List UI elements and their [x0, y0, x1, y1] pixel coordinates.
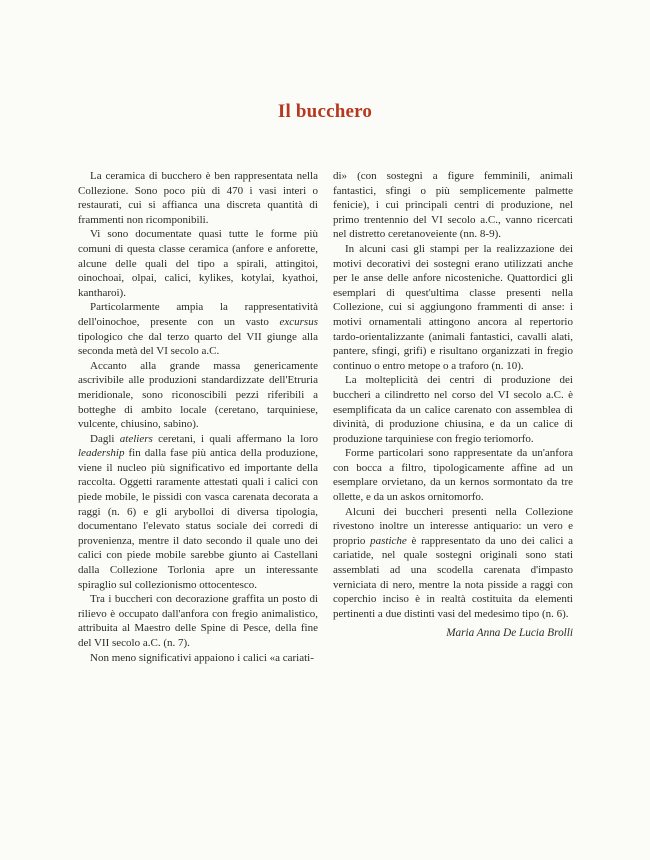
paragraph-text: La ceramica di bucchero è ben rappresentata nella Collezione. Sono poco più di 470 i vasi interi o restaurati, cui si affianca una discreta quantità di frammenti non ricomponibili. [78, 170, 318, 226]
paragraph [78, 169, 318, 227]
right-column [333, 169, 573, 621]
paragraph-text: ceretani, i quali affermano la loro [152, 432, 318, 445]
paragraph-text: Vi sono documentate quasi tutte le forme più comuni di questa classe ceramica (anfore e anforette, alcune delle quali del tipo a spirali, attingitoi, oinochoai, olpai, calici, kylikes, kotylai, kyathoi, kantharoi). [78, 228, 318, 299]
paragraph [78, 592, 318, 650]
paragraph [78, 359, 318, 432]
paragraph-text: In alcuni casi gli stampi per la realizzazione dei motivi decorativi dei sostegni erano utilizzati anche per le anse delle anfore nicosteniche. Quattordici gli esemplari di quest'ultima classe presenti nella Collezione, cui si aggiungono frammenti di anse: i motivi ornamentali attingono ancora al repertorio tardo-orientalizzante (animali fantastici, cavalli alati, pantere, sfingi, grifi) e risultano organizzati in fregio continuo o entro metope o a traforo (n. 10). [333, 242, 573, 372]
paragraph-text: Non meno significativi appaiono i calici «a cariati- [90, 651, 314, 664]
author-signature: Maria Anna De Lucia Brolli [446, 627, 573, 639]
paragraph [333, 242, 573, 373]
paragraph-text: Dagli [90, 432, 120, 445]
paragraph [78, 300, 318, 358]
paragraph [333, 373, 573, 446]
paragraph [78, 227, 318, 300]
paragraph-text: di» (con sostegni a figure femminili, animali fantastici, sfingi o più semplicemente palmette fenicie), i cui principali centri di produzione, nel primo trentennio del VI secolo a.C., vanno ricercati nel distretto ceretanoveiente (nn. 8-9). [333, 170, 573, 241]
italic-term: excursus [279, 315, 318, 328]
page-title: Il bucchero [277, 100, 373, 122]
left-column [78, 169, 318, 665]
paragraph-text: è rappresentato da uno dei calici a cariatide, nel quale sostegni originali sono stati assemblati ad una scodella carenata d'impasto verniciata di nero, mentre la nota pisside a raggi con coperchio inciso è in realtà costituita da elementi pertinenti a due distinti vasi del medesimo tipo (n. 6). [333, 534, 573, 620]
paragraph-text: Particolarmente ampia la rappresentatività dell'oinochoe, presente con un vasto [78, 301, 318, 328]
italic-term: ateliers [119, 432, 153, 445]
paragraph-text: Tra i buccheri con decorazione graffita un posto di rilievo è occupato dall'anfora con fregio animalistico, attribuita al Maestro delle Spine di Pesce, della fine del VII secolo a.C. (n. 7). [78, 593, 318, 649]
paragraph-text: tipologico che dal terzo quarto del VII giunge alla seconda metà del VI secolo a.C. [78, 330, 318, 358]
paragraph [78, 432, 318, 593]
paragraph [333, 446, 573, 504]
paragraph [333, 169, 573, 242]
paragraph [333, 505, 573, 622]
italic-term: leadership [78, 447, 125, 460]
paragraph [78, 651, 318, 666]
italic-term: pastiche [370, 534, 407, 547]
paragraph-text: Forme particolari sono rappresentate da un'anfora con bocca a filtro, tipologicamente affine ad un esemplare orvietano, da un kernos sormontato da tre ollette, e da un askos ornitomorfo. [333, 447, 573, 504]
paragraph-text: La molteplicità dei centri di produzione dei buccheri a cilindretto nel corso del VI secolo a.C. è esemplificata da un calice carenato con assemblea di divinità, di produzione chiusina, e da un calice di produzione tarquiniese con fregio teriomorfo. [333, 374, 573, 445]
paragraph-text: Alcuni dei buccheri presenti nella Collezione rivestono inoltre un interesse antiquario: un vero e proprio [333, 505, 573, 547]
paragraph-text: Accanto alla grande massa genericamente ascrivibile alle produzioni standardizzate dell'Etruria meridionale, sono riconoscibili pezzi riferibili a botteghe di ambito locale (ceretano, tarquiniese, vulcente, chiusino, sabino). [78, 359, 318, 431]
paragraph-text: fin dalla fase più antica della produzione, viene il nucleo più significativo ed importante della raccolta. Oggetti raramente attestati quali i calici con piede mobile, le pissidi con vasca carenata decorata a raggi (n. 6) e gli arybolloi di diversa tipologia, documentano l'elevato status sociale dei corredi di provenienza, mentre il dato secondo il quale uno dei calici con piede mobile sarebbe giunto ai Castellani dalla Collezione Torlonia apre un interessante spiraglio sul collezionismo ottocentesco. [78, 447, 318, 591]
